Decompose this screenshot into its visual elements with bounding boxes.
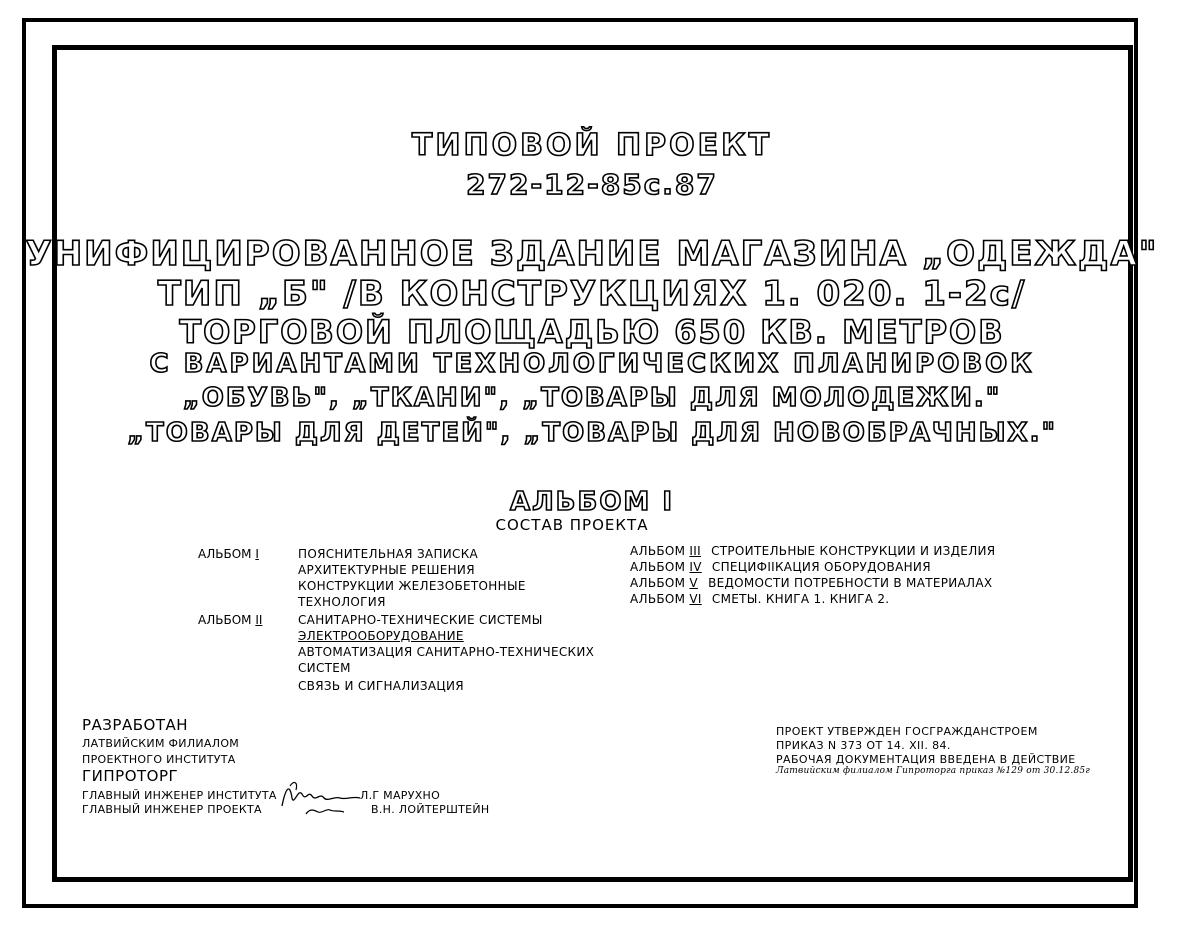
approval-line-3: РАБОЧАЯ ДОКУМЕНТАЦИЯ ВВЕДЕНА В ДЕЙСТВИЕ [776,753,1076,766]
list-item: ПОЯСНИТЕЛЬНАЯ ЗАПИСКА [298,547,479,561]
list-item: СИСТЕМ [298,661,351,675]
approval-line-1: ПРОЕКТ УТВЕРЖДЕН ГОСГРАЖДАНСТРОЕМ [776,725,1038,738]
album-number: VI [689,592,702,606]
album-2-items [298,612,594,694]
approval-line-2: ПРИКАЗ N 373 ОТ 14. XII. 84. [776,739,951,752]
album-item: СМЕТЫ. КНИГА 1. КНИГА 2. [711,592,890,606]
list-item [630,543,995,559]
list-item [630,591,995,607]
project-number: 272-12-85с.87 [466,168,718,201]
signature-mark [276,776,366,822]
album-item: СПЕЦИФIIКАЦИЯ ОБОРУДОВАНИЯ [711,560,931,574]
heading-line-6: „ТОВАРЫ ДЛЯ ДЕТЕЙ", „ТОВАРЫ ДЛЯ НОВОБРАЧНЫХ." [126,418,1058,448]
approval-line-4: Латвийским филиалом Гипроторга приказ №129 от 30.12.85г [776,766,1091,776]
album-word: АЛЬБОМ [630,576,686,590]
heading-line-2: ТИП „Б" /В КОНСТРУКЦИЯХ 1. 020. 1-2с/ [157,274,1027,314]
album-title: АЛЬБОМ I [509,487,675,517]
chief-project-name: В.Н. ЛОЙТЕРШТЕЙН [371,803,490,816]
heading-line-4: С ВАРИАНТАМИ ТЕХНОЛОГИЧЕСКИХ ПЛАНИРОВОК [149,349,1035,379]
album-number: IV [689,560,702,574]
list-item: АРХИТЕКТУРНЫЕ РЕШЕНИЯ [298,563,475,577]
heading-line-3: ТОРГОВОЙ ПЛОЩАДЬЮ 650 КВ. МЕТРОВ [179,313,1005,351]
list-item: КОНСТРУКЦИИ ЖЕЛЕЗОБЕТОННЫЕ [298,579,526,593]
composition-label: СОСТАВ ПРОЕКТА [495,516,649,534]
album-item: СТРОИТЕЛЬНЫЕ КОНСТРУКЦИИ И ИЗДЕЛИЯ [711,544,996,558]
list-item: ЭЛЕКТРООБОРУДОВАНИЕ [298,629,464,643]
developer-line-1: РАЗРАБОТАН [82,716,189,734]
developer-line-4: ГИПРОТОРГ [82,767,179,785]
developer-line-2: ЛАТВИЙСКИМ ФИЛИАЛОМ [82,737,240,750]
list-item: ТЕХНОЛОГИЯ [298,595,386,609]
album-right-list [630,543,995,607]
chief-project-label: ГЛАВНЫЙ ИНЖЕНЕР ПРОЕКТА [82,803,262,816]
album-number: II [255,613,263,627]
list-item: САНИТАРНО-ТЕХНИЧЕСКИЕ СИСТЕМЫ [298,613,543,627]
album-1-items [298,546,526,610]
album-number: III [689,544,701,558]
album-label [198,547,259,561]
album-word: АЛЬБОМ [630,592,686,606]
album-number: V [689,576,698,590]
title-line-1: ТИПОВОЙ ПРОЕКТ [411,128,773,163]
chief-institute-label: ГЛАВНЫЙ ИНЖЕНЕР ИНСТИТУТА [82,789,277,802]
album-item: ВЕДОМОСТИ ПОТРЕБНОСТИ В МАТЕРИАЛАХ [708,576,993,590]
album-word: АЛЬБОМ [198,547,252,561]
list-item: СВЯЗЬ И СИГНАЛИЗАЦИЯ [298,679,464,693]
heading-line-5: „ОБУВЬ", „ТКАНИ", „ТОВАРЫ ДЛЯ МОЛОДЕЖИ." [182,383,1002,413]
album-number: I [255,547,259,561]
developer-line-3: ПРОЕКТНОГО ИНСТИТУТА [82,753,236,766]
list-item [630,559,995,575]
list-item [630,575,995,591]
album-word: АЛЬБОМ [630,544,686,558]
album-word: АЛЬБОМ [198,613,252,627]
album-word: АЛЬБОМ [630,560,686,574]
album-label [198,613,262,627]
list-item: АВТОМАТИЗАЦИЯ САНИТАРНО-ТЕХНИЧЕСКИХ [298,645,595,659]
chief-institute-name: Л.Г МАРУХНО [360,789,441,802]
heading-line-1: УНИФИЦИРОВАННОЕ ЗДАНИЕ МАГАЗИНА „ОДЕЖДА" [25,234,1159,274]
